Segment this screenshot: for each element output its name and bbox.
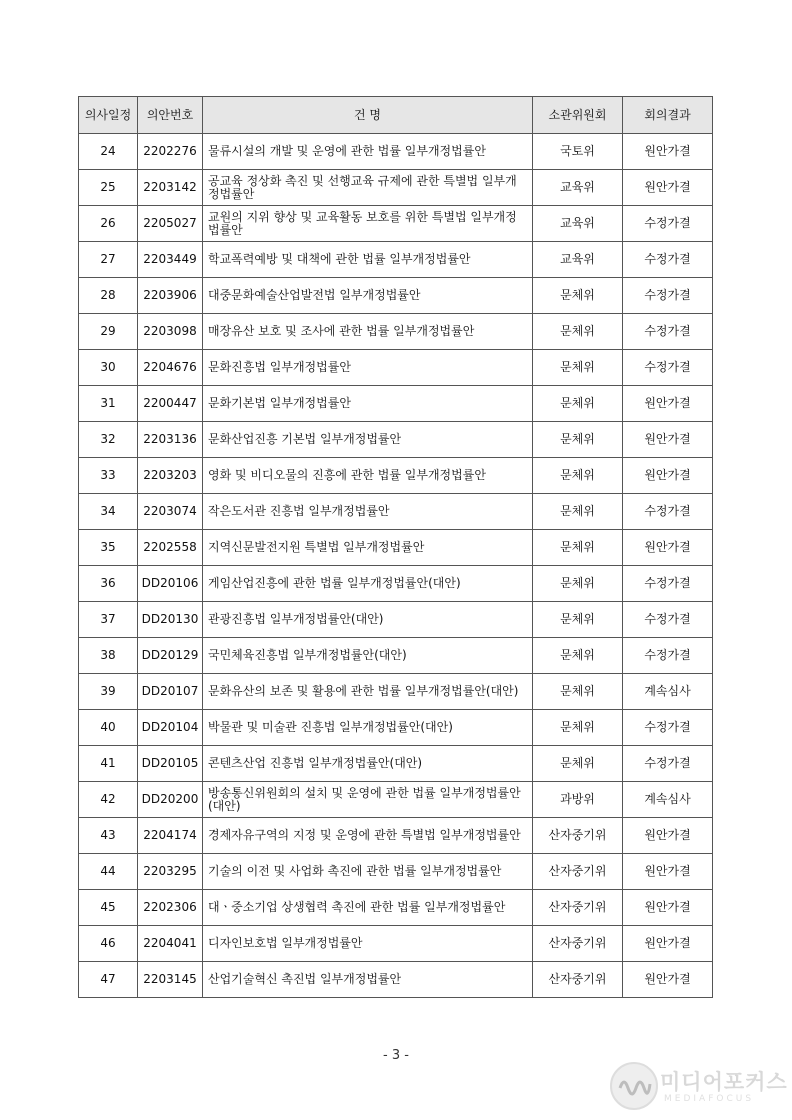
cell-title: 작은도서관 진흥법 일부개정법률안 <box>203 494 533 530</box>
table-header-row <box>79 97 713 134</box>
cell-committee: 교육위 <box>533 242 623 278</box>
cell-result: 원안가결 <box>623 422 713 458</box>
cell-result: 계속심사 <box>623 674 713 710</box>
cell-committee: 문체위 <box>533 422 623 458</box>
table-row <box>79 926 713 962</box>
agenda-table <box>78 96 713 998</box>
cell-committee: 과방위 <box>533 782 623 818</box>
cell-agenda-no: 46 <box>79 926 138 962</box>
cell-bill-no: DD20105 <box>138 746 203 782</box>
cell-result: 원안가결 <box>623 134 713 170</box>
table-row <box>79 566 713 602</box>
table-row <box>79 710 713 746</box>
cell-agenda-no: 42 <box>79 782 138 818</box>
cell-title: 방송통신위원회의 설치 및 운영에 관한 법률 일부개정법률안(대안) <box>203 782 533 818</box>
table-row <box>79 350 713 386</box>
cell-title: 공교육 정상화 촉진 및 선행교육 규제에 관한 특별법 일부개정법률안 <box>203 170 533 206</box>
cell-committee: 국토위 <box>533 134 623 170</box>
table-row <box>79 602 713 638</box>
cell-committee: 산자중기위 <box>533 926 623 962</box>
table-row <box>79 818 713 854</box>
cell-agenda-no: 33 <box>79 458 138 494</box>
cell-bill-no: DD20200 <box>138 782 203 818</box>
cell-title: 물류시설의 개발 및 운영에 관한 법률 일부개정법률안 <box>203 134 533 170</box>
cell-result: 수정가결 <box>623 710 713 746</box>
table-row <box>79 242 713 278</box>
cell-title: 문화산업진흥 기본법 일부개정법률안 <box>203 422 533 458</box>
cell-agenda-no: 41 <box>79 746 138 782</box>
header-result: 회의결과 <box>623 97 713 134</box>
header-agenda-no: 의사일정 <box>79 97 138 134</box>
cell-bill-no: DD20130 <box>138 602 203 638</box>
cell-agenda-no: 26 <box>79 206 138 242</box>
cell-title: 박물관 및 미술관 진흥법 일부개정법률안(대안) <box>203 710 533 746</box>
table-row <box>79 890 713 926</box>
table-row <box>79 314 713 350</box>
cell-result: 수정가결 <box>623 242 713 278</box>
watermark-brand: 미디어포커스 <box>660 1070 788 1094</box>
cell-agenda-no: 45 <box>79 890 138 926</box>
cell-title: 경제자유구역의 지정 및 운영에 관한 특별법 일부개정법률안 <box>203 818 533 854</box>
cell-agenda-no: 30 <box>79 350 138 386</box>
cell-bill-no: DD20107 <box>138 674 203 710</box>
cell-result: 원안가결 <box>623 530 713 566</box>
cell-bill-no: 2204676 <box>138 350 203 386</box>
cell-committee: 문체위 <box>533 530 623 566</box>
cell-result: 원안가결 <box>623 890 713 926</box>
cell-title: 문화기본법 일부개정법률안 <box>203 386 533 422</box>
cell-title: 영화 및 비디오물의 진흥에 관한 법률 일부개정법률안 <box>203 458 533 494</box>
cell-committee: 산자중기위 <box>533 854 623 890</box>
header-bill-no: 의안번호 <box>138 97 203 134</box>
cell-agenda-no: 40 <box>79 710 138 746</box>
cell-bill-no: 2204174 <box>138 818 203 854</box>
cell-agenda-no: 25 <box>79 170 138 206</box>
cell-committee: 문체위 <box>533 638 623 674</box>
cell-title: 산업기술혁신 촉진법 일부개정법률안 <box>203 962 533 998</box>
cell-bill-no: 2203145 <box>138 962 203 998</box>
watermark-logo <box>606 1058 792 1114</box>
cell-bill-no: 2203203 <box>138 458 203 494</box>
table-row <box>79 170 713 206</box>
table-row <box>79 854 713 890</box>
cell-committee: 문체위 <box>533 494 623 530</box>
cell-agenda-no: 37 <box>79 602 138 638</box>
cell-title: 대ㆍ중소기업 상생협력 촉진에 관한 법률 일부개정법률안 <box>203 890 533 926</box>
cell-agenda-no: 29 <box>79 314 138 350</box>
cell-bill-no: 2200447 <box>138 386 203 422</box>
cell-title: 학교폭력예방 및 대책에 관한 법률 일부개정법률안 <box>203 242 533 278</box>
cell-bill-no: DD20104 <box>138 710 203 746</box>
cell-committee: 문체위 <box>533 278 623 314</box>
cell-bill-no: 2203449 <box>138 242 203 278</box>
cell-result: 수정가결 <box>623 746 713 782</box>
cell-result: 원안가결 <box>623 458 713 494</box>
cell-bill-no: 2203142 <box>138 170 203 206</box>
cell-result: 원안가결 <box>623 170 713 206</box>
cell-title: 콘텐츠산업 진흥법 일부개정법률안(대안) <box>203 746 533 782</box>
cell-agenda-no: 47 <box>79 962 138 998</box>
cell-title: 대중문화예술산업발전법 일부개정법률안 <box>203 278 533 314</box>
cell-agenda-no: 24 <box>79 134 138 170</box>
cell-committee: 문체위 <box>533 674 623 710</box>
table-row <box>79 206 713 242</box>
watermark-sub: MEDIAFOCUS <box>664 1094 755 1104</box>
cell-bill-no: DD20129 <box>138 638 203 674</box>
table-row <box>79 530 713 566</box>
cell-title: 국민체육진흥법 일부개정법률안(대안) <box>203 638 533 674</box>
table-row <box>79 458 713 494</box>
cell-committee: 산자중기위 <box>533 818 623 854</box>
table-row <box>79 386 713 422</box>
cell-result: 계속심사 <box>623 782 713 818</box>
table-row <box>79 674 713 710</box>
cell-bill-no: 2202306 <box>138 890 203 926</box>
cell-title: 게임산업진흥에 관한 법률 일부개정법률안(대안) <box>203 566 533 602</box>
cell-committee: 산자중기위 <box>533 890 623 926</box>
cell-agenda-no: 28 <box>79 278 138 314</box>
cell-title: 매장유산 보호 및 조사에 관한 법률 일부개정법률안 <box>203 314 533 350</box>
cell-agenda-no: 43 <box>79 818 138 854</box>
cell-bill-no: DD20106 <box>138 566 203 602</box>
cell-committee: 문체위 <box>533 350 623 386</box>
table-row <box>79 134 713 170</box>
cell-agenda-no: 27 <box>79 242 138 278</box>
cell-title: 디자인보호법 일부개정법률안 <box>203 926 533 962</box>
cell-agenda-no: 31 <box>79 386 138 422</box>
cell-result: 원안가결 <box>623 926 713 962</box>
cell-result: 수정가결 <box>623 602 713 638</box>
cell-committee: 문체위 <box>533 746 623 782</box>
cell-bill-no: 2204041 <box>138 926 203 962</box>
cell-title: 문화진흥법 일부개정법률안 <box>203 350 533 386</box>
cell-result: 수정가결 <box>623 638 713 674</box>
table-row <box>79 422 713 458</box>
cell-result: 수정가결 <box>623 566 713 602</box>
cell-bill-no: 2203098 <box>138 314 203 350</box>
cell-result: 원안가결 <box>623 818 713 854</box>
cell-result: 수정가결 <box>623 206 713 242</box>
cell-bill-no: 2202558 <box>138 530 203 566</box>
cell-committee: 문체위 <box>533 386 623 422</box>
cell-bill-no: 2203074 <box>138 494 203 530</box>
cell-title: 문화유산의 보존 및 활용에 관한 법률 일부개정법률안(대안) <box>203 674 533 710</box>
page-number: - 3 - <box>383 1048 409 1063</box>
cell-result: 수정가결 <box>623 494 713 530</box>
cell-bill-no: 2203136 <box>138 422 203 458</box>
cell-bill-no: 2202276 <box>138 134 203 170</box>
table-row <box>79 278 713 314</box>
table-row <box>79 782 713 818</box>
cell-committee: 문체위 <box>533 314 623 350</box>
cell-result: 수정가결 <box>623 278 713 314</box>
cell-committee: 문체위 <box>533 710 623 746</box>
cell-bill-no: 2203295 <box>138 854 203 890</box>
cell-agenda-no: 39 <box>79 674 138 710</box>
cell-agenda-no: 32 <box>79 422 138 458</box>
cell-agenda-no: 38 <box>79 638 138 674</box>
cell-committee: 산자중기위 <box>533 962 623 998</box>
wave-logo-icon <box>610 1062 658 1110</box>
cell-result: 원안가결 <box>623 962 713 998</box>
cell-agenda-no: 35 <box>79 530 138 566</box>
cell-title: 관광진흥법 일부개정법률안(대안) <box>203 602 533 638</box>
cell-result: 수정가결 <box>623 314 713 350</box>
cell-bill-no: 2203906 <box>138 278 203 314</box>
table-row <box>79 962 713 998</box>
cell-committee: 문체위 <box>533 458 623 494</box>
cell-agenda-no: 34 <box>79 494 138 530</box>
table-row <box>79 638 713 674</box>
cell-committee: 문체위 <box>533 566 623 602</box>
table-row <box>79 494 713 530</box>
cell-result: 수정가결 <box>623 350 713 386</box>
cell-result: 원안가결 <box>623 386 713 422</box>
header-title: 건 명 <box>203 97 533 134</box>
cell-title: 기술의 이전 및 사업화 촉진에 관한 법률 일부개정법률안 <box>203 854 533 890</box>
cell-result: 원안가결 <box>623 854 713 890</box>
table-row <box>79 746 713 782</box>
cell-bill-no: 2205027 <box>138 206 203 242</box>
header-committee: 소관위원회 <box>533 97 623 134</box>
cell-committee: 교육위 <box>533 206 623 242</box>
cell-committee: 문체위 <box>533 602 623 638</box>
cell-committee: 교육위 <box>533 170 623 206</box>
table-body <box>79 134 713 998</box>
agenda-table-container <box>78 96 712 998</box>
cell-agenda-no: 44 <box>79 854 138 890</box>
cell-title: 교원의 지위 향상 및 교육활동 보호를 위한 특별법 일부개정법률안 <box>203 206 533 242</box>
cell-title: 지역신문발전지원 특별법 일부개정법률안 <box>203 530 533 566</box>
cell-agenda-no: 36 <box>79 566 138 602</box>
